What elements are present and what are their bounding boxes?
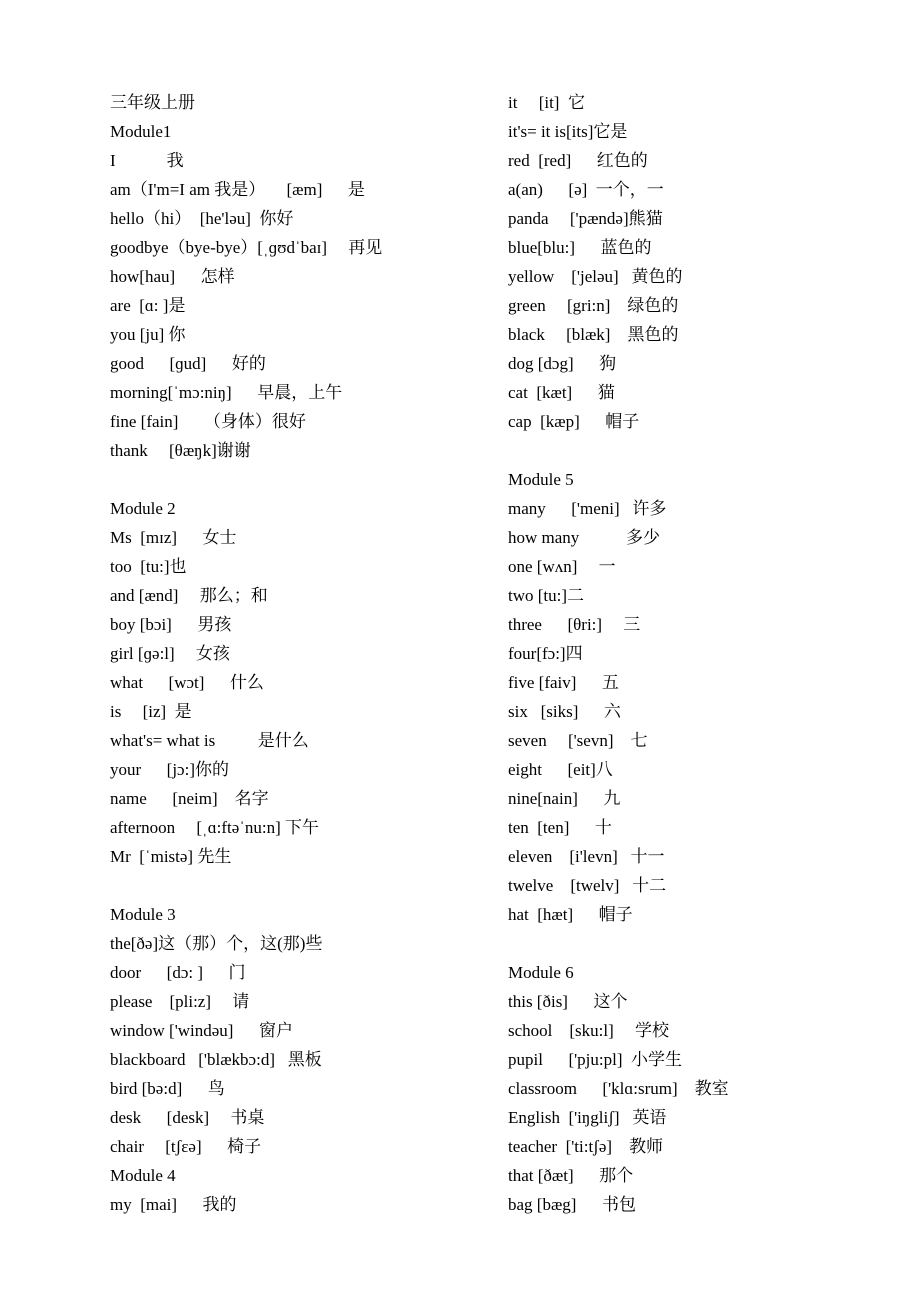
vocab-line: hello（hi） [he'ləu] 你好 [110,209,294,228]
vocab-line: ten [ten] 十 [508,818,612,837]
vocab-line: and [ænd] 那么；和 [110,586,268,605]
vocab-line: this [ðis] 这个 [508,992,628,1011]
module-heading: Module 6 [508,963,574,982]
vocab-line: bird [bə:d] 鸟 [110,1079,225,1098]
vocab-line: twelve [twelv] 十二 [508,876,667,895]
vocab-line: six [siks] 六 [508,702,621,721]
vocab-line: hat [hæt] 帽子 [508,905,633,924]
vocab-line: seven ['sevn] 七 [508,731,648,750]
vocab-line: five [faiv] 五 [508,673,619,692]
module-heading: Module 4 [110,1166,176,1185]
module-heading: Module 2 [110,499,176,518]
vocab-line: that [ðæt] 那个 [508,1166,634,1185]
vocab-line: too [tu:]也 [110,557,187,576]
vocab-line: am（I'm=I am 我是） [æm] 是 [110,180,365,199]
vocab-line: red [red] 红色的 [508,151,648,170]
vocab-line: how[hau] 怎样 [110,267,235,286]
vocab-line: the[ðə]这（那）个，这(那)些 [110,934,323,953]
vocab-line: classroom ['klɑ:srum] 教室 [508,1079,729,1098]
vocab-line: black [blæk] 黑色的 [508,325,679,344]
vocab-line: school [sku:l] 学校 [508,1021,670,1040]
vocab-line: pupil ['pju:pl] 小学生 [508,1050,683,1069]
vocab-line: Ms [mɪz] 女士 [110,528,237,547]
vocab-line: cap [kæp] 帽子 [508,412,640,431]
vocab-line: yellow ['jeləu] 黄色的 [508,267,683,286]
vocab-line: Module1 [110,122,172,141]
vocab-line: three [θri:] 三 [508,615,641,634]
vocab-line: bag [bæg] 书包 [508,1195,636,1214]
vocab-line: girl [ɡə:l] 女孩 [110,644,230,663]
vocab-line: window ['windəu] 窗户 [110,1021,293,1040]
vocab-line: two [tu:]二 [508,586,585,605]
blank-line [508,929,729,958]
vocab-line: nine[nain] 九 [508,789,621,808]
vocab-line: blackboard ['blækbɔ:d] 黑板 [110,1050,322,1069]
vocab-line: how many 多少 [508,528,661,547]
vocab-line: fine [fain] （身体）很好 [110,412,306,431]
blank-line [110,465,382,494]
vocab-line: eleven [i'levn] 十一 [508,847,665,866]
vocab-line: many ['meni] 许多 [508,499,667,518]
vocab-line: a(an) [ə] 一个，一 [508,180,664,199]
vocab-line: one [wʌn] 一 [508,557,616,576]
vocab-line: desk [desk] 书桌 [110,1108,265,1127]
vocab-line: Mr [ˈmistə] 先生 [110,847,232,866]
vocab-line: I 我 [110,151,184,170]
blank-line [508,436,729,465]
vocab-line: green [gri:n] 绿色的 [508,296,679,315]
vocab-line: what's= what is 是什么 [110,731,309,750]
vocab-line: blue[blu:] 蓝色的 [508,238,652,257]
vocab-line: goodbye（bye-bye）[ˌɡʊdˈbaɪ] 再见 [110,238,383,257]
vocab-line: it [it] 它 [508,93,585,112]
vocab-line: chair [tʃεə] 椅子 [110,1137,262,1156]
vocab-line: name [neim] 名字 [110,789,269,808]
vocab-line: your [jɔ:]你的 [110,760,229,779]
vocab-line: 三年级上册 [110,93,195,112]
vocab-line: what [wɔt] 什么 [110,673,264,692]
module-heading: Module 3 [110,905,176,924]
vocab-line: English ['iŋgliʃ] 英语 [508,1108,667,1127]
vocab-line: you [ju] 你 [110,325,186,344]
left-column [110,88,382,1219]
vocab-line: four[fɔ:]四 [508,644,583,663]
vocab-line: morning[ˈmɔ:niŋ] 早晨，上午 [110,383,343,402]
vocab-line: afternoon [ˌɑ:ftəˈnu:n] 下午 [110,818,320,837]
vocab-line: door [dɔ: ] 门 [110,963,246,982]
vocab-line: good [ɡud] 好的 [110,354,266,373]
vocab-line: are [ɑ: ]是 [110,296,186,315]
vocab-line: dog [dɔg] 狗 [508,354,617,373]
vocab-line: thank [θæŋk]谢谢 [110,441,251,460]
vocab-line: eight [eit]八 [508,760,613,779]
module-heading: Module 5 [508,470,574,489]
vocab-line: teacher ['ti:tʃə] 教师 [508,1137,664,1156]
vocab-line: cat [kæt] 猫 [508,383,615,402]
vocab-line: it's= it is[its]它是 [508,122,628,141]
vocab-line: boy [bɔi] 男孩 [110,615,232,634]
right-column [508,88,729,1219]
vocab-line: please [pli:z] 请 [110,992,250,1011]
vocab-line: my [mai] 我的 [110,1195,237,1214]
vocab-line: is [iz] 是 [110,702,192,721]
blank-line [110,871,382,900]
vocab-line: panda ['pændə]熊猫 [508,209,663,228]
